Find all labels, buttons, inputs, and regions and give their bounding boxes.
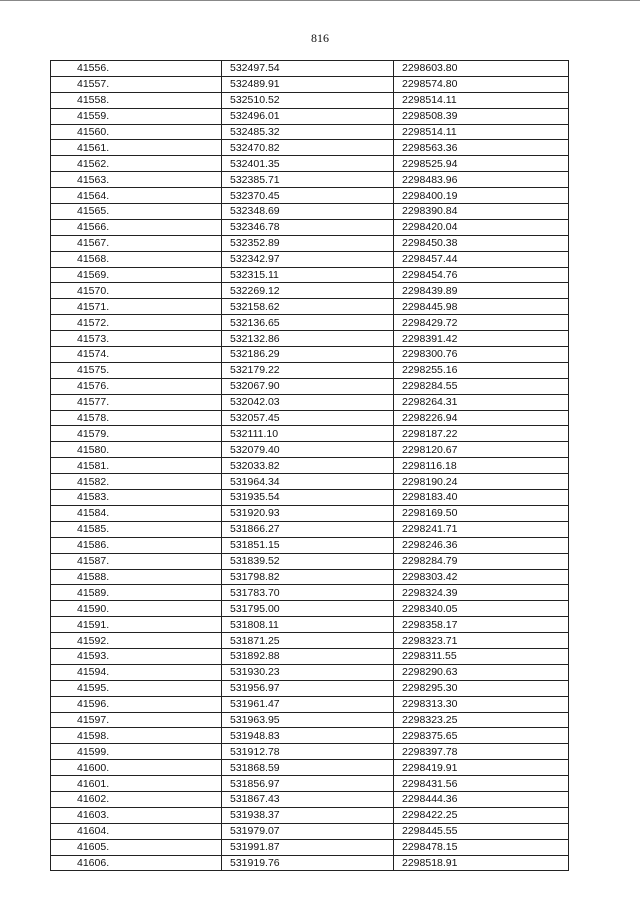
point-number-cell: 41583.: [51, 490, 222, 506]
point-number-cell: 41601.: [51, 776, 222, 792]
northing-cell: 2298300.76: [394, 347, 569, 363]
table-row: [51, 728, 569, 744]
table-row: [51, 267, 569, 283]
easting-cell: 532470.82: [222, 140, 394, 156]
table-row: [51, 378, 569, 394]
easting-cell: 531798.82: [222, 569, 394, 585]
easting-cell: 531866.27: [222, 521, 394, 537]
northing-cell: 2298429.72: [394, 315, 569, 331]
table-row: [51, 505, 569, 521]
easting-cell: 532067.90: [222, 378, 394, 394]
point-number-cell: 41596.: [51, 696, 222, 712]
easting-cell: 532111.10: [222, 426, 394, 442]
point-number-cell: 41582.: [51, 474, 222, 490]
northing-cell: 2298444.36: [394, 791, 569, 807]
point-number-cell: 41560.: [51, 124, 222, 140]
point-number-cell: 41578.: [51, 410, 222, 426]
easting-cell: 532269.12: [222, 283, 394, 299]
table-row: [51, 124, 569, 140]
northing-cell: 2298187.22: [394, 426, 569, 442]
northing-cell: 2298116.18: [394, 458, 569, 474]
table-row: [51, 283, 569, 299]
northing-cell: 2298246.36: [394, 537, 569, 553]
table-row: [51, 633, 569, 649]
easting-cell: 531795.00: [222, 601, 394, 617]
easting-cell: 531961.47: [222, 696, 394, 712]
northing-cell: 2298563.36: [394, 140, 569, 156]
point-number-cell: 41599.: [51, 744, 222, 760]
table-row: [51, 235, 569, 251]
northing-cell: 2298431.56: [394, 776, 569, 792]
northing-cell: 2298420.04: [394, 219, 569, 235]
point-number-cell: 41600.: [51, 760, 222, 776]
northing-cell: 2298445.98: [394, 299, 569, 315]
northing-cell: 2298241.71: [394, 521, 569, 537]
easting-cell: 531948.83: [222, 728, 394, 744]
table-row: [51, 601, 569, 617]
northing-cell: 2298574.80: [394, 76, 569, 92]
point-number-cell: 41595.: [51, 680, 222, 696]
point-number-cell: 41585.: [51, 521, 222, 537]
table-row: [51, 219, 569, 235]
table-row: [51, 791, 569, 807]
easting-cell: 531956.97: [222, 680, 394, 696]
northing-cell: 2298255.16: [394, 362, 569, 378]
northing-cell: 2298454.76: [394, 267, 569, 283]
easting-cell: 532033.82: [222, 458, 394, 474]
northing-cell: 2298397.78: [394, 744, 569, 760]
easting-cell: 531930.23: [222, 664, 394, 680]
easting-cell: 532510.52: [222, 92, 394, 108]
northing-cell: 2298390.84: [394, 204, 569, 220]
table-row: [51, 839, 569, 855]
page-number: 816: [311, 31, 329, 45]
point-number-cell: 41567.: [51, 235, 222, 251]
northing-cell: 2298483.96: [394, 172, 569, 188]
point-number-cell: 41575.: [51, 362, 222, 378]
easting-cell: 532485.32: [222, 124, 394, 140]
northing-cell: 2298375.65: [394, 728, 569, 744]
point-number-cell: 41594.: [51, 664, 222, 680]
table-row: [51, 490, 569, 506]
table-row: [51, 776, 569, 792]
point-number-cell: 41590.: [51, 601, 222, 617]
easting-cell: 531808.11: [222, 617, 394, 633]
easting-cell: 532079.40: [222, 442, 394, 458]
point-number-cell: 41579.: [51, 426, 222, 442]
northing-cell: 2298323.71: [394, 633, 569, 649]
point-number-cell: 41566.: [51, 219, 222, 235]
northing-cell: 2298478.15: [394, 839, 569, 855]
northing-cell: 2298311.55: [394, 648, 569, 664]
point-number-cell: 41577.: [51, 394, 222, 410]
easting-cell: 531892.88: [222, 648, 394, 664]
easting-cell: 531871.25: [222, 633, 394, 649]
northing-cell: 2298264.31: [394, 394, 569, 410]
easting-cell: 532179.22: [222, 362, 394, 378]
point-number-cell: 41558.: [51, 92, 222, 108]
table-row: [51, 92, 569, 108]
table-row: [51, 648, 569, 664]
easting-cell: 532496.01: [222, 108, 394, 124]
northing-cell: 2298284.55: [394, 378, 569, 394]
table-row: [51, 474, 569, 490]
point-number-cell: 41586.: [51, 537, 222, 553]
point-number-cell: 41576.: [51, 378, 222, 394]
table-row: [51, 315, 569, 331]
easting-cell: 532348.69: [222, 204, 394, 220]
northing-cell: 2298603.80: [394, 61, 569, 77]
point-number-cell: 41564.: [51, 188, 222, 204]
point-number-cell: 41581.: [51, 458, 222, 474]
point-number-cell: 41565.: [51, 204, 222, 220]
easting-cell: 531991.87: [222, 839, 394, 855]
northing-cell: 2298457.44: [394, 251, 569, 267]
easting-cell: 531839.52: [222, 553, 394, 569]
point-number-cell: 41563.: [51, 172, 222, 188]
northing-cell: 2298508.39: [394, 108, 569, 124]
easting-cell: 531783.70: [222, 585, 394, 601]
point-number-cell: 41591.: [51, 617, 222, 633]
top-rule: [0, 0, 640, 1]
easting-cell: 532136.65: [222, 315, 394, 331]
easting-cell: 532352.89: [222, 235, 394, 251]
point-number-cell: 41597.: [51, 712, 222, 728]
northing-cell: 2298340.05: [394, 601, 569, 617]
table-row: [51, 108, 569, 124]
easting-cell: 532186.29: [222, 347, 394, 363]
table-row: [51, 537, 569, 553]
easting-cell: 532315.11: [222, 267, 394, 283]
northing-cell: 2298183.40: [394, 490, 569, 506]
table-row: [51, 680, 569, 696]
northing-cell: 2298525.94: [394, 156, 569, 172]
table-row: [51, 172, 569, 188]
easting-cell: 532342.97: [222, 251, 394, 267]
table-row: [51, 569, 569, 585]
point-number-cell: 41598.: [51, 728, 222, 744]
northing-cell: 2298303.42: [394, 569, 569, 585]
point-number-cell: 41561.: [51, 140, 222, 156]
northing-cell: 2298439.89: [394, 283, 569, 299]
table-row: [51, 394, 569, 410]
point-number-cell: 41559.: [51, 108, 222, 124]
easting-cell: 531912.78: [222, 744, 394, 760]
northing-cell: 2298400.19: [394, 188, 569, 204]
northing-cell: 2298290.63: [394, 664, 569, 680]
easting-cell: 531964.34: [222, 474, 394, 490]
point-number-cell: 41588.: [51, 569, 222, 585]
table-row: [51, 331, 569, 347]
table-row: [51, 760, 569, 776]
easting-cell: 532057.45: [222, 410, 394, 426]
table-row: [51, 823, 569, 839]
easting-cell: 532489.91: [222, 76, 394, 92]
point-number-cell: 41589.: [51, 585, 222, 601]
point-number-cell: 41584.: [51, 505, 222, 521]
table-row: [51, 585, 569, 601]
northing-cell: 2298324.39: [394, 585, 569, 601]
point-number-cell: 41557.: [51, 76, 222, 92]
point-number-cell: 41562.: [51, 156, 222, 172]
easting-cell: 532158.62: [222, 299, 394, 315]
table-row: [51, 140, 569, 156]
point-number-cell: 41569.: [51, 267, 222, 283]
easting-cell: 531979.07: [222, 823, 394, 839]
table-row: [51, 362, 569, 378]
point-number-cell: 41605.: [51, 839, 222, 855]
table-row: [51, 442, 569, 458]
table-row: [51, 521, 569, 537]
table-row: [51, 696, 569, 712]
easting-cell: 532132.86: [222, 331, 394, 347]
easting-cell: 532042.03: [222, 394, 394, 410]
easting-cell: 532385.71: [222, 172, 394, 188]
northing-cell: 2298445.55: [394, 823, 569, 839]
northing-cell: 2298358.17: [394, 617, 569, 633]
easting-cell: 531938.37: [222, 807, 394, 823]
easting-cell: 532401.35: [222, 156, 394, 172]
point-number-cell: 41556.: [51, 61, 222, 77]
easting-cell: 532346.78: [222, 219, 394, 235]
northing-cell: 2298120.67: [394, 442, 569, 458]
easting-cell: 532497.54: [222, 61, 394, 77]
point-number-cell: 41592.: [51, 633, 222, 649]
table-row: [51, 299, 569, 315]
easting-cell: 531963.95: [222, 712, 394, 728]
point-number-cell: 41574.: [51, 347, 222, 363]
easting-cell: 531867.43: [222, 791, 394, 807]
point-number-cell: 41604.: [51, 823, 222, 839]
northing-cell: 2298190.24: [394, 474, 569, 490]
northing-cell: 2298295.30: [394, 680, 569, 696]
table-row: [51, 76, 569, 92]
easting-cell: 531935.54: [222, 490, 394, 506]
point-number-cell: 41573.: [51, 331, 222, 347]
northing-cell: 2298514.11: [394, 124, 569, 140]
table-row: [51, 410, 569, 426]
table-row: [51, 553, 569, 569]
point-number-cell: 41593.: [51, 648, 222, 664]
table-row: [51, 251, 569, 267]
northing-cell: 2298419.91: [394, 760, 569, 776]
point-number-cell: 41606.: [51, 855, 222, 871]
table-row: [51, 188, 569, 204]
easting-cell: 531851.15: [222, 537, 394, 553]
table-row: [51, 807, 569, 823]
table-row: [51, 855, 569, 871]
northing-cell: 2298284.79: [394, 553, 569, 569]
point-number-cell: 41602.: [51, 791, 222, 807]
point-number-cell: 41587.: [51, 553, 222, 569]
northing-cell: 2298422.25: [394, 807, 569, 823]
easting-cell: 531868.59: [222, 760, 394, 776]
northing-cell: 2298169.50: [394, 505, 569, 521]
northing-cell: 2298518.91: [394, 855, 569, 871]
point-number-cell: 41580.: [51, 442, 222, 458]
easting-cell: 531856.97: [222, 776, 394, 792]
table-row: [51, 61, 569, 77]
northing-cell: 2298323.25: [394, 712, 569, 728]
northing-cell: 2298391.42: [394, 331, 569, 347]
table-row: [51, 458, 569, 474]
table-row: [51, 712, 569, 728]
coordinates-table: [50, 60, 569, 871]
point-number-cell: 41568.: [51, 251, 222, 267]
point-number-cell: 41603.: [51, 807, 222, 823]
easting-cell: 532370.45: [222, 188, 394, 204]
table-row: [51, 156, 569, 172]
table-row: [51, 426, 569, 442]
table-row: [51, 617, 569, 633]
easting-cell: 531920.93: [222, 505, 394, 521]
easting-cell: 531919.76: [222, 855, 394, 871]
point-number-cell: 41571.: [51, 299, 222, 315]
northing-cell: 2298514.11: [394, 92, 569, 108]
point-number-cell: 41570.: [51, 283, 222, 299]
table-row: [51, 664, 569, 680]
northing-cell: 2298226.94: [394, 410, 569, 426]
table-row: [51, 744, 569, 760]
table-row: [51, 347, 569, 363]
coordinates-table-body: [51, 61, 569, 871]
northing-cell: 2298450.38: [394, 235, 569, 251]
table-row: [51, 204, 569, 220]
point-number-cell: 41572.: [51, 315, 222, 331]
northing-cell: 2298313.30: [394, 696, 569, 712]
